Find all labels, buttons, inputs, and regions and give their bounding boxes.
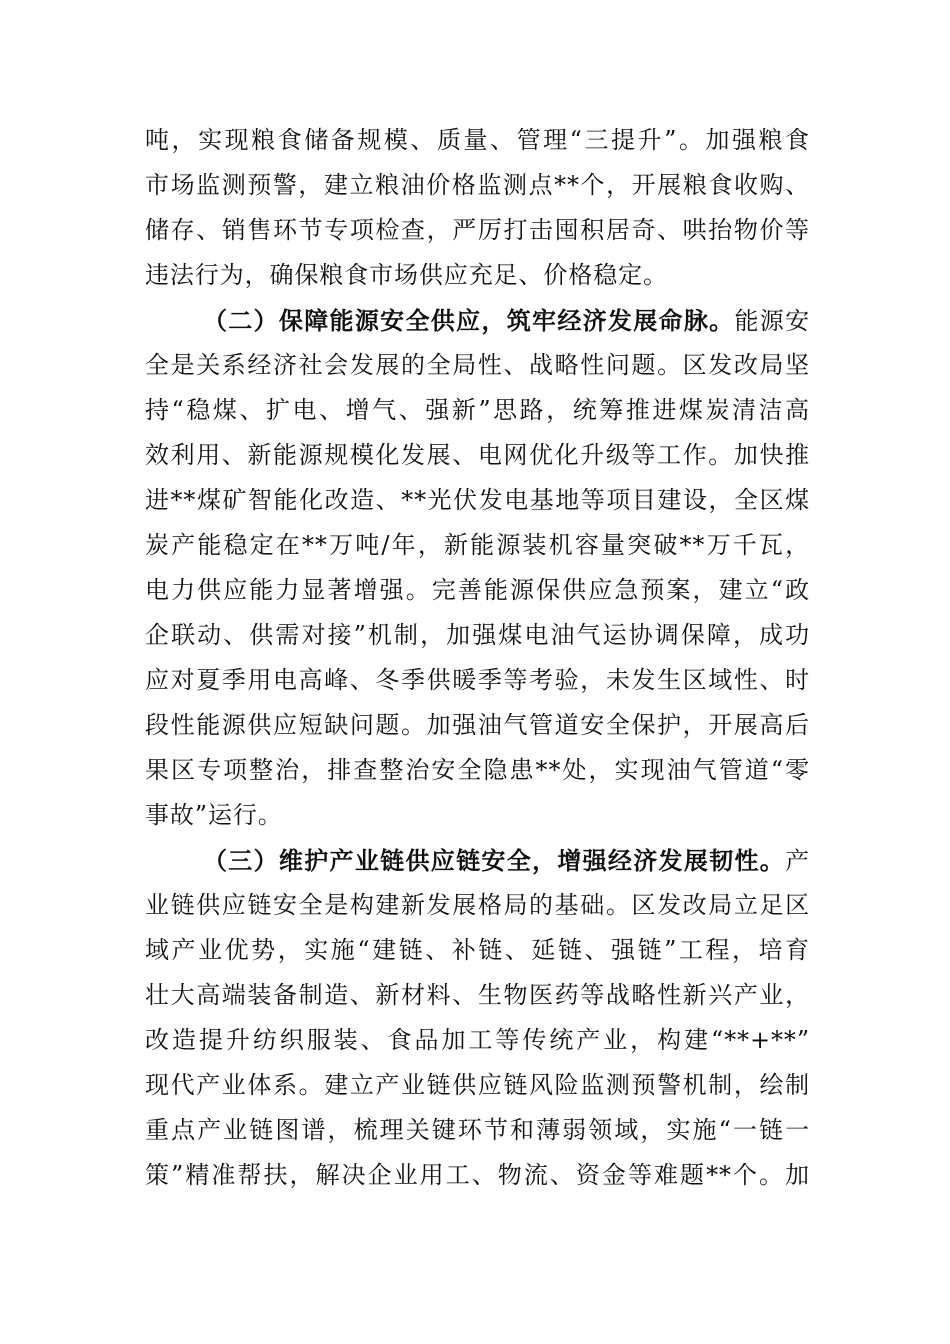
text-line: 改造提升纺织服装、食品加工等传统产业，构建“**+**” xyxy=(145,1026,810,1054)
section-heading-line xyxy=(145,838,810,883)
text-line: 事故”运行。 xyxy=(145,801,283,829)
text-line: 重点产业链图谱，梳理关键环节和薄弱领域，实施“一链一 xyxy=(145,1116,810,1144)
text-line: 策”精准帮扶，解决企业用工、物流、资金等难题**个。加 xyxy=(145,1161,810,1189)
text-line: 违法行为，确保粮食市场供应充足、价格稳定。 xyxy=(145,261,668,289)
text-line: 应对夏季用电高峰、冬季供暖季等考验，未发生区域性、时 xyxy=(145,666,810,694)
text-line: 壮大高端装备制造、新材料、生物医药等战略性新兴产业， xyxy=(145,981,810,1009)
text-line: 炭产能稳定在**万吨/年，新能源装机容量突破**万千瓦， xyxy=(145,531,810,559)
text-line: 市场监测预警，建立粮油价格监测点**个，开展粮食收购、 xyxy=(145,171,810,199)
text-line: 持“稳煤、扩电、增气、强新”思路，统筹推进煤炭清洁高 xyxy=(145,396,810,424)
text-line: 效利用、新能源规模化发展、电网优化升级等工作。加快推 xyxy=(145,441,810,469)
text-span: 产 xyxy=(785,847,810,875)
section-heading-energy: （二）保障能源安全供应，筑牢经济发展命脉。 xyxy=(203,306,735,335)
text-line: 现代产业体系。建立产业链供应链风险监测预警机制，绘制 xyxy=(145,1071,810,1099)
text-line: 电力供应能力显著增强。完善能源保供应急预案，建立“政 xyxy=(145,576,810,604)
section-heading-supply-chain: （三）维护产业链供应链安全，增强经济发展韧性。 xyxy=(203,846,786,875)
text-line: 段性能源供应短缺问题。加强油气管道安全保护，开展高后 xyxy=(145,711,810,739)
text-line: 全是关系经济社会发展的全局性、战略性问题。区发改局坚 xyxy=(145,351,810,379)
section-heading-line xyxy=(145,298,810,343)
text-span: 能源安 xyxy=(734,307,811,335)
text-line: 储存、销售环节专项检查，严厉打击囤积居奇、哄抬物价等 xyxy=(145,216,810,244)
text-line: 进**煤矿智能化改造、**光伏发电基地等项目建设，全区煤 xyxy=(145,486,810,514)
body-text xyxy=(145,118,810,1198)
text-line: 企联动、供需对接”机制，加强煤电油气运协调保障，成功 xyxy=(145,621,810,649)
text-line: 果区专项整治，排查整治安全隐患**处，实现油气管道“零 xyxy=(145,756,810,784)
text-line: 域产业优势，实施“建链、补链、延链、强链”工程，培育 xyxy=(145,936,810,964)
text-line: 吨，实现粮食储备规模、质量、管理“三提升”。加强粮食 xyxy=(145,126,810,154)
text-line: 业链供应链安全是构建新发展格局的基础。区发改局立足区 xyxy=(145,891,810,919)
